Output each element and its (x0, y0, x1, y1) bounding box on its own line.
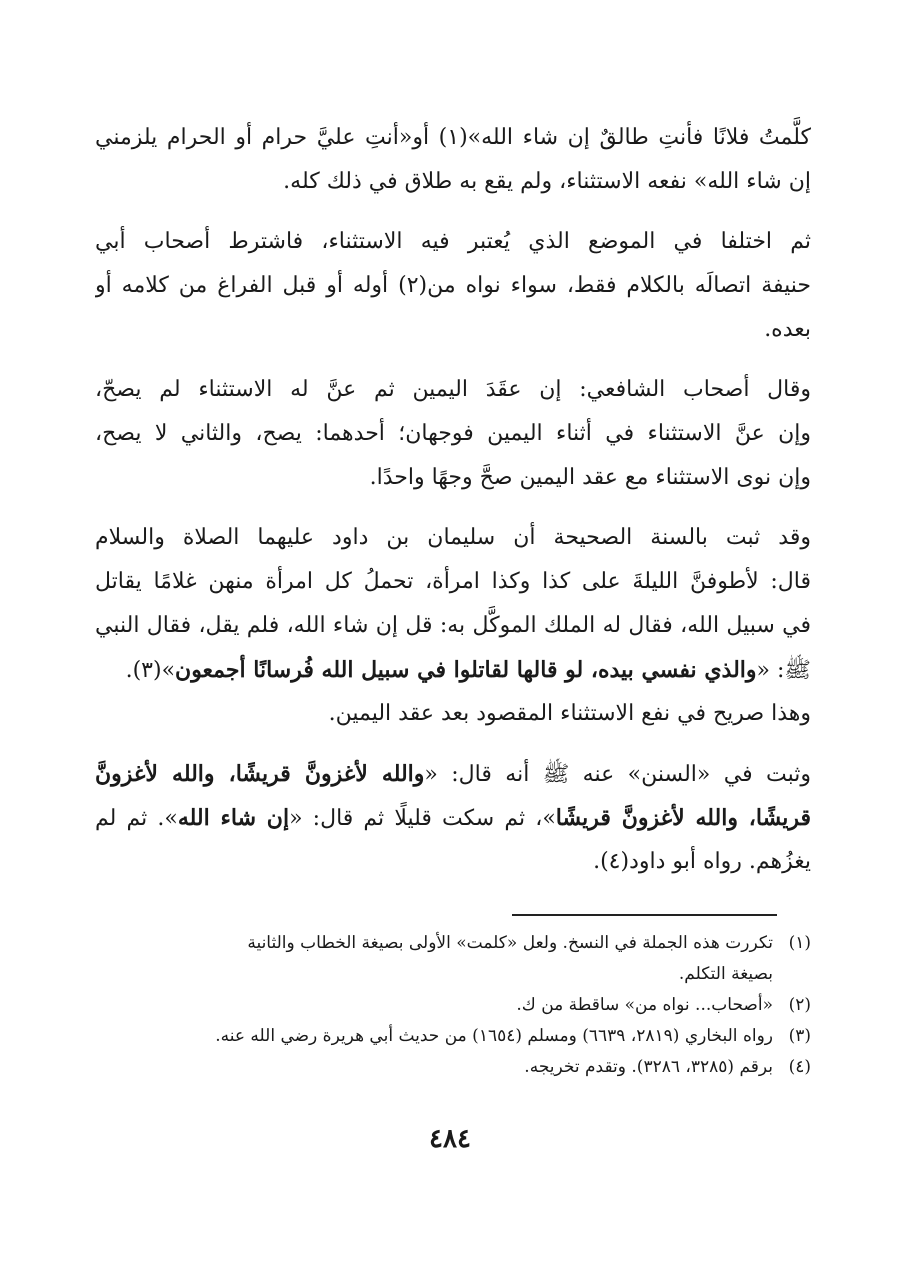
hadith-prefix: ﷺ: « (756, 658, 811, 683)
footnote-2 (95, 990, 811, 1021)
hadith-line (95, 648, 811, 692)
paragraph-5 (95, 752, 811, 884)
text-line: وقد ثبت بالسنة الصحيحة أن سليمان بن داود عليهما الصلاة والسلام (95, 525, 811, 550)
footnote-3 (95, 1021, 811, 1052)
text-line: في سبيل الله، فقال له الملك الموكَّل به: قل إن شاء الله، فلم يقل، فقال النبي (95, 613, 811, 638)
footnote-number: (١) (788, 933, 811, 953)
hadith-quote: إن شاء الله (177, 805, 290, 831)
text-line: وهذا صريح في نفع الاستثناء المقصود بعد عقد اليمين. (328, 701, 811, 726)
paragraph-3 (95, 368, 811, 500)
footnote-text: تكررت هذه الجملة في النسخ. ولعل «كلمت» الأولى بصيغة الخطاب والثانية (247, 933, 773, 953)
footnote-1-continuation: بصيغة التكلم. (678, 964, 773, 984)
hadith-quote: والذي نفسي بيده، لو قالها لقاتلوا في سبيل الله فُرسانًا أجمعون (175, 657, 757, 683)
footnote-number: (٢) (788, 995, 811, 1015)
paragraph-2 (95, 220, 811, 352)
text-line: ثم اختلفا في الموضع الذي يُعتبر فيه الاستثناء، فاشترط أصحاب أبي (95, 229, 811, 254)
text-fragment: ». ثم لم (95, 806, 178, 831)
text-line: قال: لأطوفنَّ الليلةَ على كذا وكذا امرأة، تحملُ كل امرأة منهن غلامًا يقاتل (95, 569, 811, 594)
page-number: ٤٨٤ (429, 1124, 471, 1154)
footnote-text: «أصحاب... نواه من» ساقطة من ك. (516, 995, 773, 1015)
hadith-prefix: وثبت في «السنن» عنه ﷺ أنه قال: « (424, 762, 811, 787)
footnote-number: (٣) (788, 1026, 811, 1046)
text-line: حنيفة اتصالَه بالكلام فقط، سواء نواه من(٢) أوله أو قبل الفراغ من كلامه أو (95, 273, 811, 298)
main-text (95, 116, 811, 894)
hadith-line (95, 752, 811, 796)
footnote-divider (512, 914, 777, 916)
paragraph-1 (95, 116, 811, 204)
hadith-suffix: »(٣). (125, 658, 176, 683)
text-line: وإن نوى الاستثناء مع عقد اليمين صحَّ وجهًا واحدًا. (369, 465, 811, 490)
text-fragment: »، ثم سكت قليلًا ثم قال: « (289, 806, 556, 831)
footnote-text: رواه البخاري (٢٨١٩، ٦٦٣٩) ومسلم (١٦٥٤) من حديث أبي هريرة رضي الله عنه. (215, 1026, 773, 1046)
footnote-text: برقم (٣٢٨٥، ٣٢٨٦). وتقدم تخريجه. (524, 1057, 773, 1077)
text-line: بعده. (764, 317, 811, 342)
footnote-4 (95, 1052, 811, 1083)
text-line: إن شاء الله» نفعه الاستثناء، ولم يقع به طلاق في ذلك كله. (283, 169, 811, 194)
hadith-line (95, 796, 811, 840)
footnote-1 (95, 928, 811, 959)
text-line: يغزُهم. رواه أبو داود(٤). (593, 849, 811, 874)
hadith-quote: والله لأغزونَّ قريشًا، والله لأغزونَّ (95, 761, 425, 787)
text-line: كلَّمتُ فلانًا فأنتِ طالقٌ إن شاء الله»(١) أو«أنتِ عليَّ حرام أو الحرام يلزمني (95, 125, 811, 150)
text-line: وقال أصحاب الشافعي: إن عقَدَ اليمين ثم عنَّ له الاستثناء لم يصحّ، (95, 377, 811, 402)
footnote-number: (٤) (788, 1057, 811, 1077)
paragraph-4 (95, 516, 811, 736)
hadith-quote: قريشًا، والله لأغزونَّ قريشًا (555, 805, 811, 831)
footnotes (95, 928, 811, 1083)
text-line: وإن عنَّ الاستثناء في أثناء اليمين فوجهان؛ أحدهما: يصح، والثاني لا يصح، (95, 421, 811, 446)
